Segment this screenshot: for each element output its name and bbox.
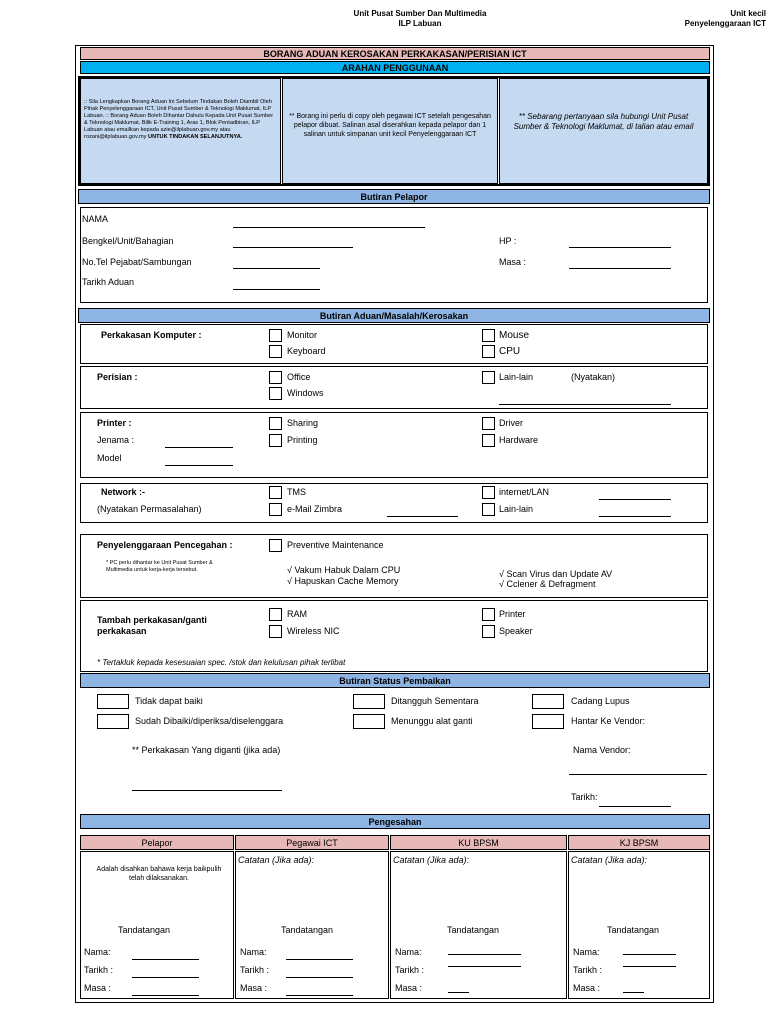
tms-checkbox[interactable] [269, 486, 282, 499]
label-scan: √ Scan Virus dan Update AV [499, 569, 613, 579]
label-preventive: Preventive Maintenance [287, 540, 384, 550]
nama-label-pegawai: Nama: [240, 947, 267, 957]
footnote: * Tertakluk kepada kesesuaian spec. /stok dan kelulusan pihak terlibat [97, 658, 346, 667]
windows-checkbox[interactable] [269, 387, 282, 400]
tarikh-line-pelapor[interactable] [132, 977, 199, 978]
diganti-line[interactable] [132, 790, 282, 791]
vendor-checkbox[interactable] [532, 714, 564, 729]
form-title: BORANG ADUAN KEROSAKAN PERKAKASAN/PERISIAN ICT [80, 47, 710, 60]
label-driver: Driver [499, 418, 523, 428]
label-monitor: Monitor [287, 330, 318, 340]
label-notel: No.Tel Pejabat/Sambungan [82, 257, 192, 267]
label-hapuskan: √ Hapuskan Cache Memory [287, 576, 399, 586]
bengkel-line[interactable] [233, 247, 353, 248]
menunggu-checkbox[interactable] [353, 714, 385, 729]
header-right [660, 9, 768, 29]
masa-line-pelapor[interactable] [132, 995, 199, 996]
sudah-checkbox[interactable] [97, 714, 129, 729]
tarikh-aduan-line[interactable] [233, 289, 320, 290]
pelapor-confirmation: Adalah disahkan bahawa kerja baikpulih telah dilaksanakan. [96, 866, 222, 882]
cadang-checkbox[interactable] [532, 694, 564, 709]
label-network-lainlain: Lain-lain [499, 504, 534, 514]
masa-line-pegawai[interactable] [286, 995, 353, 996]
instruction-cell-1 [80, 78, 281, 184]
nama-line-kj[interactable] [623, 954, 676, 955]
mouse-checkbox[interactable] [482, 329, 495, 342]
model-line[interactable] [165, 465, 233, 466]
label-tarikh-status: Tarikh: [571, 792, 598, 802]
instruction-cell-3 [499, 78, 708, 184]
label-mouse: Mouse [499, 330, 530, 341]
instruction-2-text: ** Borang ini perlu di copy oleh pegawai ICT setelah pengesahan pelapor dibuat. Salinan asal diserahkan kepada pelapor dan 1 salinan untuk simpanan unit kecil Penyelenggaraan ICT [289, 113, 491, 138]
label-diganti: ** Perkakasan Yang diganti (jika ada) [132, 745, 281, 755]
label-perisian-lainlain: Lain-lain [499, 372, 534, 382]
perisian-lainlain-checkbox[interactable] [482, 371, 495, 384]
nama-label-kj: Nama: [573, 947, 600, 957]
tarikh-label-kj: Tarikh : [573, 965, 603, 975]
masa-label-pelapor: Masa : [84, 983, 112, 993]
network-lainlain-checkbox[interactable] [482, 503, 495, 516]
label-wireless: Wireless NIC [287, 626, 340, 636]
label-masa: Masa : [499, 257, 527, 267]
label-bengkel: Bengkel/Unit/Bahagian [82, 236, 174, 246]
label-model: Model [97, 453, 122, 463]
label-tambah-1: Tambah perkakasan/ganti [97, 615, 207, 625]
label-email: e-Mail Zimbra [287, 504, 343, 514]
jenama-line[interactable] [165, 447, 233, 448]
col-header-pegawai: Pegawai ICT [235, 835, 389, 850]
label-hardware: Hardware [499, 435, 539, 445]
label-speaker: Speaker [499, 626, 533, 636]
label-internet: internet/LAN [499, 487, 550, 497]
label-perisian: Perisian : [97, 372, 138, 382]
tarikh-label-pelapor: Tarikh : [84, 965, 114, 975]
label-network: Network :- [101, 487, 146, 497]
keyboard-checkbox[interactable] [269, 345, 282, 358]
network-box [80, 483, 708, 523]
tarikh-line-kj[interactable] [623, 966, 676, 967]
label-pencegahan: Penyelenggaraan Pencegahan : [97, 540, 233, 550]
label-vakum: √ Vakum Habuk Dalam CPU [287, 565, 401, 575]
catatan-ku: Catatan (Jika ada): [393, 855, 470, 865]
header-right-line1: Unit kecil [730, 9, 766, 18]
label-ditangguh: Ditangguh Sementara [391, 696, 479, 706]
internet-checkbox[interactable] [482, 486, 495, 499]
instruction-3-text: ** Sebarang pertanyaan sila hubungi Unit Pusat Sumber & Teknologi Maklumat, di talian atau email [513, 112, 694, 131]
hardware-checkbox[interactable] [482, 434, 495, 447]
label-vendor: Hantar Ke Vendor: [571, 716, 646, 726]
col-header-pelapor: Pelapor [80, 835, 234, 850]
masa-line-kj[interactable] [623, 992, 644, 993]
label-printer: Printer : [97, 418, 132, 428]
label-nyatakan-masalah: (Nyatakan Permasalahan) [97, 504, 202, 514]
network-lainlain-line[interactable] [599, 516, 671, 517]
label-keyboard: Keyboard [287, 346, 326, 356]
office-checkbox[interactable] [269, 371, 282, 384]
masa-line-ku[interactable] [448, 992, 469, 993]
label-menunggu: Menunggu alat ganti [391, 716, 473, 726]
ditangguh-checkbox[interactable] [353, 694, 385, 709]
header-center-line1: Unit Pusat Sumber Dan Multimedia [353, 9, 487, 18]
nama-line[interactable] [233, 227, 425, 228]
label-sudah: Sudah Dibaiki/diperiksa/diselenggara [135, 716, 284, 726]
printing-checkbox[interactable] [269, 434, 282, 447]
nama-vendor-line[interactable] [569, 774, 707, 775]
label-tambah-2: perkakasan [97, 626, 147, 636]
nama-label-ku: Nama: [395, 947, 422, 957]
label-hp: HP : [499, 236, 517, 246]
tarikh-line-ku[interactable] [448, 966, 521, 967]
sharing-checkbox[interactable] [269, 417, 282, 430]
catatan-kj: Catatan (Jika ada): [571, 855, 648, 865]
cpu-checkbox[interactable] [482, 345, 495, 358]
nama-line-pelapor[interactable] [132, 959, 199, 960]
wireless-checkbox[interactable] [269, 625, 282, 638]
printer-box [80, 412, 708, 478]
label-nyatakan: (Nyatakan) [571, 372, 616, 382]
label-nama: NAMA [82, 214, 109, 224]
speaker-checkbox[interactable] [482, 625, 495, 638]
label-cpu: CPU [499, 346, 521, 357]
section-pelapor: Butiran Pelapor [78, 189, 710, 204]
masa-label-pegawai: Masa : [240, 983, 268, 993]
printer-add-checkbox[interactable] [482, 608, 495, 621]
preventive-checkbox[interactable] [269, 539, 282, 552]
label-tarikh-aduan: Tarikh Aduan [82, 277, 135, 287]
catatan-pegawai: Catatan (Jika ada): [238, 855, 315, 865]
notel-line[interactable] [233, 268, 320, 269]
label-nama-vendor: Nama Vendor: [573, 745, 631, 755]
arahan-title: ARAHAN PENGGUNAAN [80, 61, 710, 74]
driver-checkbox[interactable] [482, 417, 495, 430]
header-center [335, 9, 505, 29]
internet-line[interactable] [599, 499, 671, 500]
label-jenama: Jenama : [97, 435, 135, 445]
email-line[interactable] [387, 516, 458, 517]
email-checkbox[interactable] [269, 503, 282, 516]
tarikh-status-line[interactable] [599, 806, 671, 807]
label-ram: RAM [287, 609, 307, 619]
tarikh-line-pegawai[interactable] [286, 977, 353, 978]
tandatangan-pelapor: Tandatangan [118, 925, 171, 935]
instruction-1-bold: UNTUK TINDAKAN SELANJUTNYA. [148, 134, 243, 140]
instruction-1-text: :: Sila Lengkapkan Borang Aduan Ini Sebelum Tindakan Boleh Diambil Oleh Pihak Penyelenggaraan ICT, Unit Pusat Sumber & Teknologi Maklumat, ILP Labuan. :: Borang Aduan Boleh Dihantar Dahulu Kepada Unit Pusat Sumber & Teknologi Maklumat, Bilik E-Training 1, Aras 1, Blok Pentadbiran, ILP Labuan atau emailkan kepada azie@ilplabuan.gov.my atau rozani@ilplabuan.gov.my [84, 99, 274, 140]
label-perkakasan: Perkakasan Komputer : [101, 330, 202, 340]
pelapor-box [80, 207, 708, 303]
label-cadang: Cadang Lupus [571, 696, 630, 706]
label-tidak: Tidak dapat baiki [135, 696, 203, 706]
header-right-line2: Penyelenggaraan ICT [684, 19, 766, 28]
label-windows: Windows [287, 388, 324, 398]
tandatangan-pegawai: Tandatangan [281, 925, 334, 935]
masa-line[interactable] [569, 268, 671, 269]
label-printing: Printing [287, 435, 318, 445]
pc-note: * PC perlu dihantar ke Unit Pusat Sumber & Multimedia untuk kerja-kerja tersebut. [106, 560, 213, 573]
section-aduan: Butiran Aduan/Masalah/Kerosakan [78, 308, 710, 323]
nama-line-pegawai[interactable] [286, 959, 353, 960]
label-sharing: Sharing [287, 418, 319, 428]
hp-line[interactable] [569, 247, 671, 248]
label-printer-add: Printer [499, 609, 526, 619]
tidak-checkbox[interactable] [97, 694, 129, 709]
section-status: Butiran Status Pembaikan [80, 673, 710, 688]
label-office: Office [287, 372, 311, 382]
label-tms: TMS [287, 487, 306, 497]
instruction-cell-2 [282, 78, 498, 184]
tandatangan-kj: Tandatangan [607, 925, 660, 935]
nama-line-ku[interactable] [448, 954, 521, 955]
header-center-line2: ILP Labuan [398, 19, 442, 28]
tarikh-label-pegawai: Tarikh : [240, 965, 270, 975]
nama-label-pelapor: Nama: [84, 947, 111, 957]
tarikh-label-ku: Tarikh : [395, 965, 425, 975]
monitor-checkbox[interactable] [269, 329, 282, 342]
masa-label-ku: Masa : [395, 983, 423, 993]
label-ccleaner: √ Cclener & Defragment [499, 579, 596, 589]
tandatangan-ku: Tandatangan [447, 925, 500, 935]
col-header-kj: KJ BPSM [568, 835, 710, 850]
col-header-ku: KU BPSM [390, 835, 567, 850]
perisian-lainlain-line[interactable] [499, 404, 671, 405]
masa-label-kj: Masa : [573, 983, 601, 993]
section-pengesahan: Pengesahan [80, 814, 710, 829]
ram-checkbox[interactable] [269, 608, 282, 621]
